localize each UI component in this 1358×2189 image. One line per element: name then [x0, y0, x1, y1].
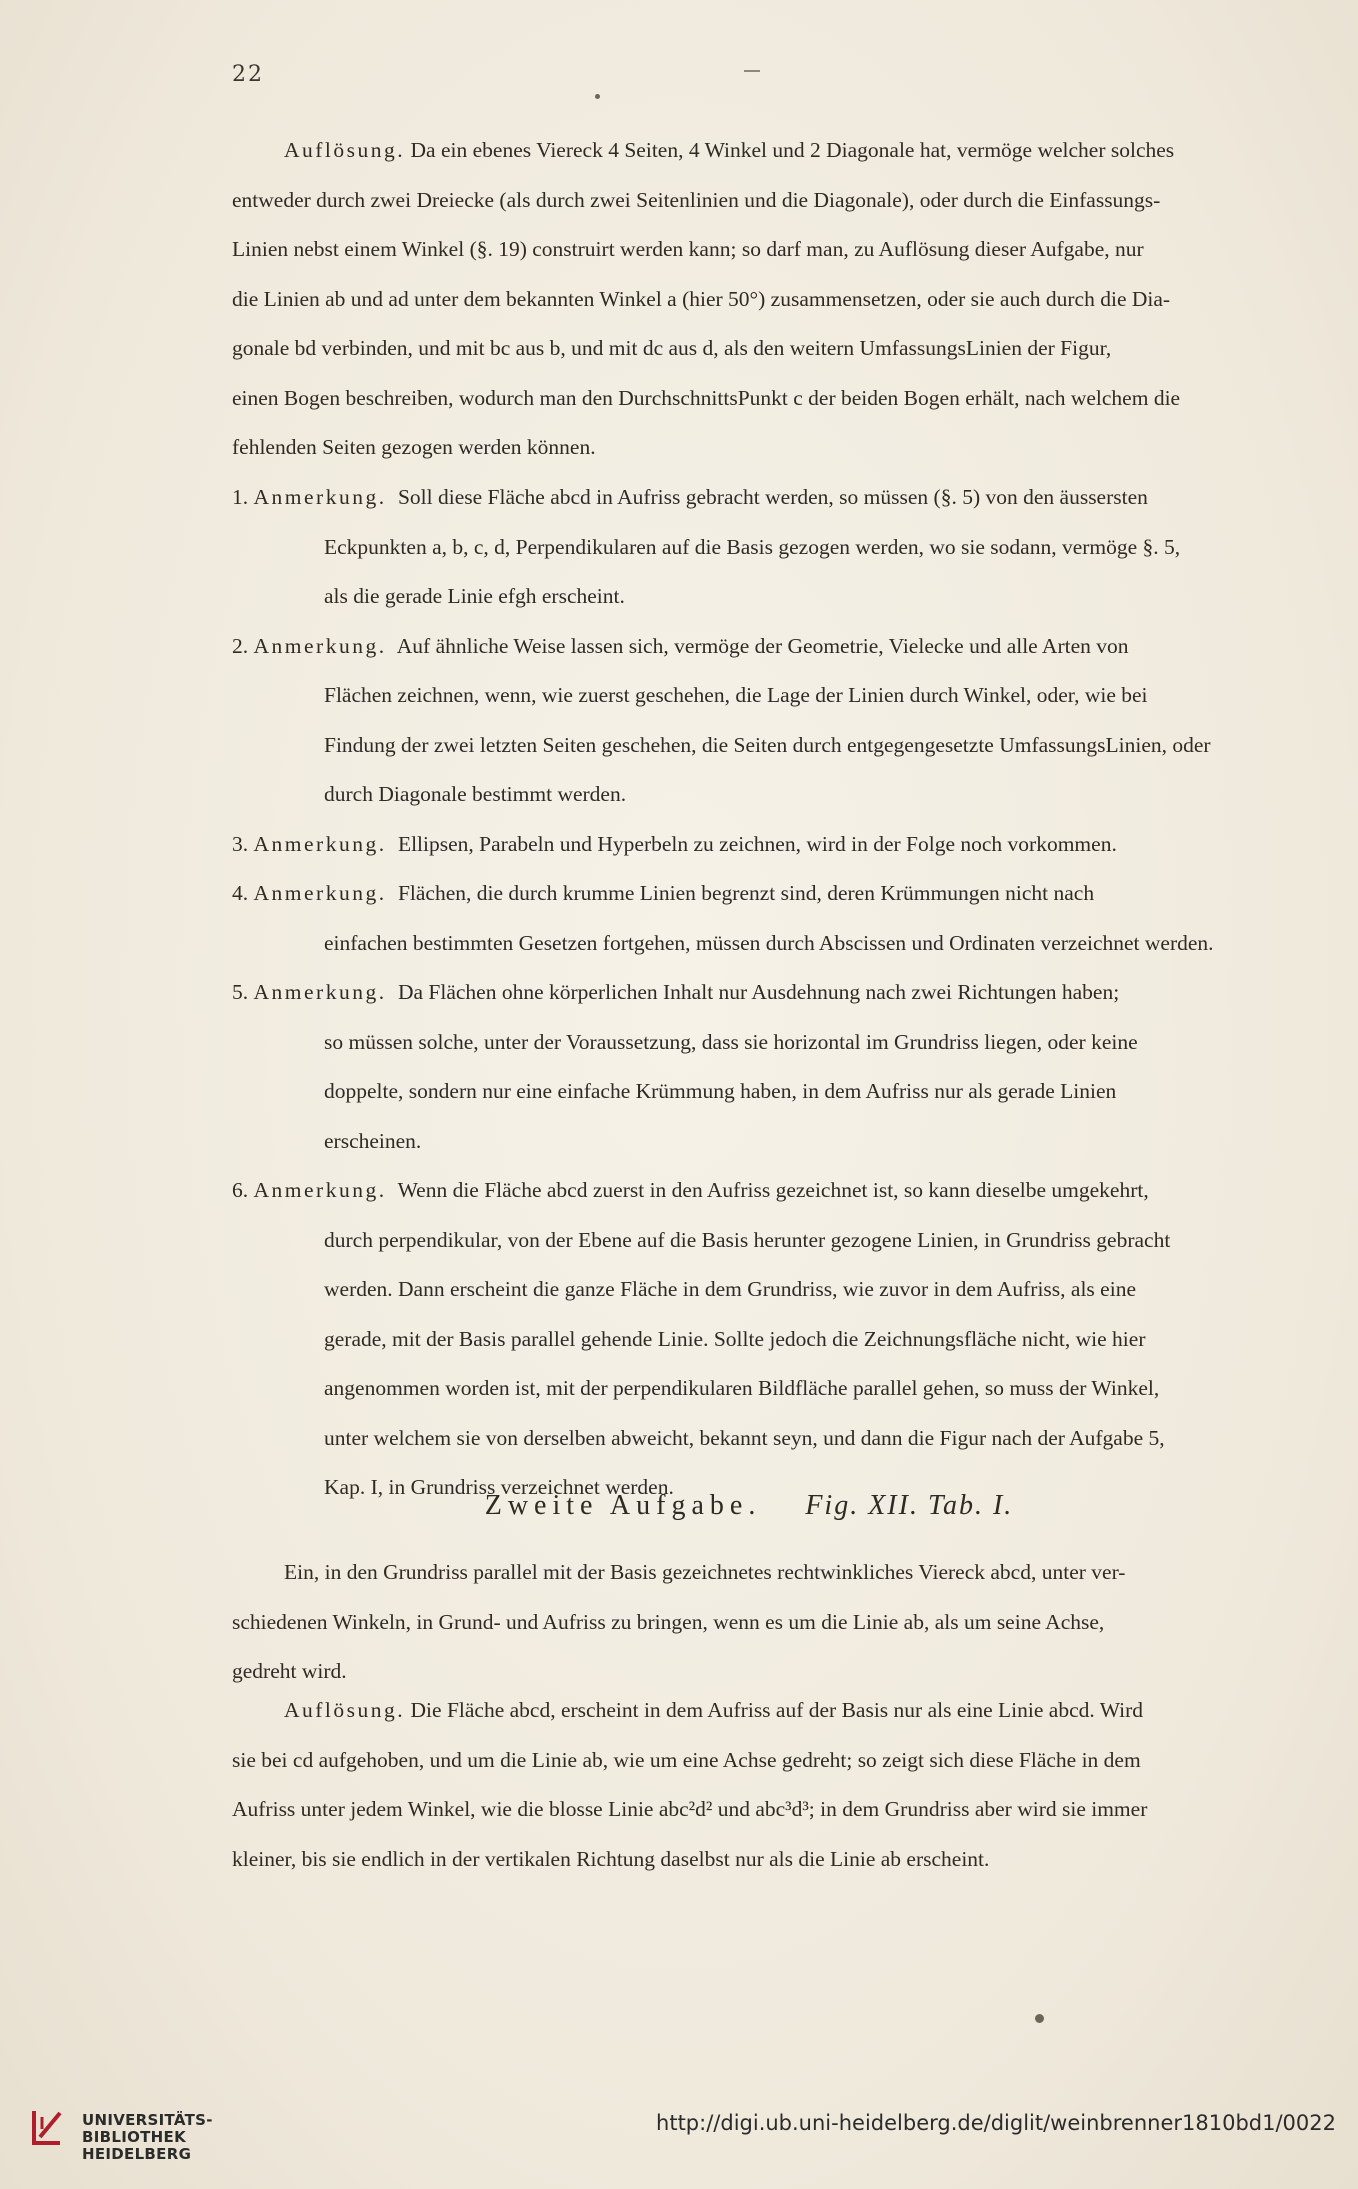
task-2 — [232, 1548, 1266, 1697]
task-2-line: gedreht wird. — [232, 1659, 347, 1683]
page-number: 22 — [232, 62, 264, 87]
note-label: Anmerkung. — [253, 485, 387, 509]
note-4: 4. Anmerkung. Flächen, die durch krumme Linien begrenzt sind, deren Krümmungen nicht nach einfachen bestimmten Gesetzen fortgehen, müssen durch Abscissen und Ordinaten verzeichnet werden. — [232, 869, 1266, 968]
note-number: 4. — [232, 881, 249, 905]
note-number: 3. — [232, 831, 249, 856]
note-line: einfachen bestimmten Gesetzen fortgehen, müssen durch Abscissen und Ordinaten verzeichnet werden. — [324, 930, 1214, 955]
note-number: 1. — [232, 485, 249, 509]
solution-1-line: fehlenden Seiten gezogen werden können. — [232, 435, 596, 459]
heading-title: Zweite Aufgabe. — [484, 1490, 762, 1521]
note-line: gerade, mit der Basis parallel gehende Linie. Sollte jedoch die Zeichnungsfläche nicht, wie hier — [324, 1326, 1146, 1351]
note-3: 3. Anmerkung. Ellipsen, Parabeln und Hyperbeln zu zeichnen, wird in der Folge noch vorkommen. — [232, 831, 1117, 856]
note-label: Anmerkung. — [253, 881, 387, 905]
note-line: erscheinen. — [324, 1128, 422, 1153]
solution-label: Auflösung. — [284, 138, 406, 162]
note-label: Anmerkung. — [253, 980, 387, 1004]
task-2-line: Ein, in den Grundriss parallel mit der Basis gezeichnetes rechtwinkliches Viereck abcd, unter ver- — [284, 1560, 1126, 1584]
note-6: 6. Anmerkung. Wenn die Fläche abcd zuerst in den Aufriss gezeichnet ist, so kann dieselbe umgekehrt, durch perpendikular, von der Ebene auf die Basis herunter gezogene Linien, in Grundriss gebracht werden. Dann erscheint die ganze Fläche in dem Grundriss, wie zuvor in dem Aufriss, als eine gerade, mit der Basis parallel gehende Linie. Sollte jedoch die Zeichnungsfläche nicht, wie hier angenommen worden ist, mit der perpendikularen Bildfläche parallel gehen, so muss der Winkel, unter welchem sie von derselben abweicht, bekannt seyn, und dann die Figur nach der Aufgabe 5, Kap. I, in Grundriss verzeichnet werden. — [232, 1166, 1266, 1513]
heading-figure-ref: Fig. XII. Tab. I. — [805, 1490, 1014, 1521]
note-label: Anmerkung. — [253, 1178, 387, 1202]
note-number: 2. — [232, 633, 249, 658]
notes-list — [232, 473, 1266, 1513]
scan-speck — [1035, 2014, 1044, 2023]
note-line: als die gerade Linie efgh erscheint. — [324, 584, 625, 608]
solution-1 — [232, 126, 1266, 473]
note-line: Kap. I, in Grundriss verzeichnet werden. — [324, 1475, 674, 1499]
note-line: doppelte, sondern nur eine einfache Krümmung haben, in dem Aufriss nur als gerade Linien — [324, 1079, 1117, 1103]
note-label: Anmerkung. — [253, 831, 387, 856]
task-2-line: schiedenen Winkeln, in Grund- und Aufriss zu bringen, wenn es um die Linie ab, als um seine Achse, — [232, 1609, 1105, 1634]
note-line: durch perpendikular, von der Ebene auf die Basis herunter gezogene Linien, in Grundriss gebracht — [324, 1227, 1171, 1252]
note-1: 1. Anmerkung. Soll diese Fläche abcd in Aufriss gebracht werden, so müssen (§. 5) von den äussersten Eckpunkten a, b, c, d, Perpendikularen auf die Basis gezogen werden, wo sie sodann, vermöge §. 5, als die gerade Linie efgh erscheint. — [232, 473, 1266, 622]
note-number: 6. — [232, 1178, 249, 1202]
solution-1-line: die Linien ab und ad unter dem bekannten Winkel a (hier 50°) zusammensetzen, oder sie auch durch die Dia- — [232, 286, 1171, 311]
library-logo-icon — [28, 2107, 66, 2147]
library-name: UNIVERSITÄTS- BIBLIOTHEK HEIDELBERG — [82, 2111, 213, 2163]
solution-2-line: sie bei cd aufgehoben, und um die Linie ab, wie um eine Achse gedreht; so zeigt sich diese Fläche in dem — [232, 1747, 1141, 1772]
note-number: 5. — [232, 980, 249, 1004]
solution-1-line: Auflösung. Da ein ebenes Viereck 4 Seiten, 4 Winkel und 2 Diagonale hat, vermöge welcher solches — [284, 138, 1175, 162]
note-line: unter welchem sie von derselben abweicht, bekannt seyn, und dann die Figur nach der Aufgabe 5, — [324, 1425, 1165, 1450]
scan-speck — [595, 94, 600, 99]
solution-2-line: Aufriss unter jedem Winkel, wie die blosse Linie abc²d² und abc³d³; in dem Grundriss aber wird sie immer — [232, 1797, 1148, 1821]
source-url-link[interactable]: http://digi.ub.uni-heidelberg.de/diglit/weinbrenner1810bd1/0022 — [656, 2111, 1336, 2135]
solution-1-line: entweder durch zwei Dreiecke (als durch zwei Seitenlinien und die Diagonale), oder durch die Einfassungs- — [232, 187, 1161, 212]
note-line: Flächen zeichnen, wenn, wie zuerst geschehen, die Lage der Linien durch Winkel, oder, wie bei — [324, 683, 1148, 707]
section-heading — [232, 1490, 1266, 1522]
note-2: 2. Anmerkung. Auf ähnliche Weise lassen sich, vermöge der Geometrie, Vielecke und alle Arten von Flächen zeichnen, wenn, wie zuerst geschehen, die Lage der Linien durch Winkel, oder, wie bei Findung der zwei letzten Seiten geschehen, die Seiten durch entgegengesetzte UmfassungsLinien, oder durch Diagonale bestimmt werden. — [232, 622, 1266, 820]
note-line: angenommen worden ist, mit der perpendikularen Bildfläche parallel gehen, so muss der Winkel, — [324, 1376, 1160, 1400]
page-mark — [744, 70, 760, 72]
note-5: 5. Anmerkung. Da Flächen ohne körperlichen Inhalt nur Ausdehnung nach zwei Richtungen haben; so müssen solche, unter der Voraussetzung, dass sie horizontal im Grundriss liegen, oder keine doppelte, sondern nur eine einfache Krümmung haben, in dem Aufriss nur als gerade Linien erscheinen. — [232, 968, 1266, 1166]
solution-1-line: gonale bd verbinden, und mit bc aus b, und mit dc aus d, als den weitern UmfassungsLinien der Figur, — [232, 336, 1112, 360]
note-line: Eckpunkten a, b, c, d, Perpendikularen auf die Basis gezogen werden, wo sie sodann, vermöge §. 5, — [324, 534, 1181, 559]
solution-2-line: Auflösung. Die Fläche abcd, erscheint in dem Aufriss auf der Basis nur als eine Linie abcd. Wird — [284, 1698, 1144, 1722]
solution-label: Auflösung. — [284, 1698, 406, 1722]
note-line: durch Diagonale bestimmt werden. — [324, 782, 627, 806]
solution-2-line: kleiner, bis sie endlich in der vertikalen Richtung daselbst nur als die Linie ab erscheint. — [232, 1846, 990, 1871]
solution-1-line: einen Bogen beschreiben, wodurch man den DurchschnittsPunkt c der beiden Bogen erhält, nach welchem die — [232, 385, 1181, 410]
note-label: Anmerkung. — [253, 633, 387, 658]
note-line: so müssen solche, unter der Voraussetzung, dass sie horizontal im Grundriss liegen, oder keine — [324, 1029, 1138, 1054]
note-line: werden. Dann erscheint die ganze Fläche in dem Grundriss, wie zuvor in dem Aufriss, als eine — [324, 1277, 1136, 1301]
note-line: Findung der zwei letzten Seiten geschehen, die Seiten durch entgegengesetzte UmfassungsLinien, oder — [324, 732, 1211, 757]
solution-2 — [232, 1686, 1266, 1884]
solution-1-line: Linien nebst einem Winkel (§. 19) construirt werden kann; so darf man, zu Auflösung dieser Aufgabe, nur — [232, 237, 1144, 261]
